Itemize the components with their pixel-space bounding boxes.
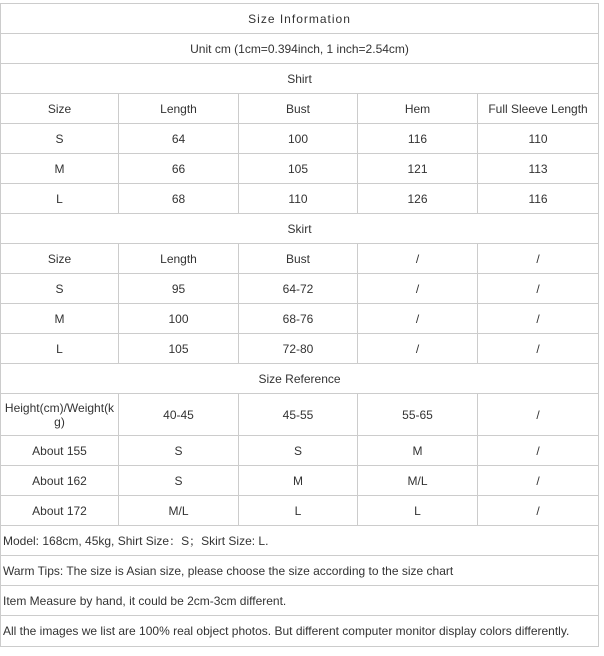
table-cell: S [119,466,239,496]
table-cell: / [358,334,478,364]
table-cell: M [1,304,119,334]
note-row [1,526,599,556]
photo-note: All the images we list are 100% real object photos. But different computer monitor display colors differently. [1,616,599,647]
shirt-heading: Shirt [1,64,599,94]
header-cell: Size [1,244,119,274]
table-cell: 116 [478,184,599,214]
size-reference-heading: Size Reference [1,364,599,394]
shirt-heading-row [1,64,599,94]
table-cell: L [1,184,119,214]
title-row [1,4,599,34]
measure-note: Item Measure by hand, it could be 2cm-3cm different. [1,586,599,616]
table-cell: / [478,274,599,304]
table-cell: / [478,466,599,496]
table-cell: 95 [119,274,239,304]
header-cell: 55-65 [358,394,478,436]
table-cell: 110 [239,184,358,214]
header-cell: / [478,394,599,436]
table-cell: 68 [119,184,239,214]
table-cell: L [358,496,478,526]
table-cell: L [239,496,358,526]
skirt-heading-row [1,214,599,244]
header-cell: 45-55 [239,394,358,436]
unit-note: Unit cm (1cm=0.394inch, 1 inch=2.54cm) [1,34,599,64]
shirt-header-row [1,94,599,124]
header-cell: / [358,244,478,274]
header-cell: / [478,244,599,274]
model-note: Model: 168cm, 45kg, Shirt Size：S；Skirt Size: L. [1,526,599,556]
header-cell: Length [119,94,239,124]
reference-heading-row [1,364,599,394]
table-cell: About 162 [1,466,119,496]
table-row [1,436,599,466]
table-row [1,334,599,364]
table-row [1,154,599,184]
table-cell: M [1,154,119,184]
warm-tips-note: Warm Tips: The size is Asian size, please choose the size according to the size chart [1,556,599,586]
skirt-heading: Skirt [1,214,599,244]
table-cell: / [478,304,599,334]
table-cell: 100 [119,304,239,334]
table-cell: S [1,124,119,154]
table-cell: / [478,496,599,526]
table-cell: / [478,334,599,364]
table-row [1,466,599,496]
table-cell: S [239,436,358,466]
table-cell: L [1,334,119,364]
table-cell: 110 [478,124,599,154]
table-cell: About 172 [1,496,119,526]
header-cell: 40-45 [119,394,239,436]
table-cell: 121 [358,154,478,184]
table-cell: 105 [239,154,358,184]
header-cell: Bust [239,94,358,124]
size-table [0,3,599,647]
table-cell: / [358,304,478,334]
unit-row [1,34,599,64]
table-cell: 100 [239,124,358,154]
header-cell: Bust [239,244,358,274]
table-row [1,496,599,526]
table-cell: 72-80 [239,334,358,364]
table-cell: S [119,436,239,466]
table-cell: / [358,274,478,304]
table-cell: 113 [478,154,599,184]
header-cell: Hem [358,94,478,124]
table-cell: About 155 [1,436,119,466]
table-cell: M [239,466,358,496]
table-cell: 126 [358,184,478,214]
header-cell: Length [119,244,239,274]
table-row [1,184,599,214]
table-cell: 116 [358,124,478,154]
size-information-title: Size Information [1,4,599,34]
header-cell: Height(cm)/Weight(kg) [1,394,119,436]
table-cell: S [1,274,119,304]
header-cell: Size [1,94,119,124]
table-cell: 105 [119,334,239,364]
table-row [1,274,599,304]
table-cell: M [358,436,478,466]
table-cell: / [478,436,599,466]
table-row [1,304,599,334]
table-cell: M/L [358,466,478,496]
table-cell: 66 [119,154,239,184]
size-information-container [0,3,598,647]
skirt-header-row [1,244,599,274]
note-row [1,586,599,616]
table-cell: 64-72 [239,274,358,304]
note-row [1,556,599,586]
table-row [1,124,599,154]
table-cell: M/L [119,496,239,526]
reference-header-row [1,394,599,436]
table-cell: 68-76 [239,304,358,334]
table-cell: 64 [119,124,239,154]
header-cell: Full Sleeve Length [478,94,599,124]
note-row [1,616,599,647]
